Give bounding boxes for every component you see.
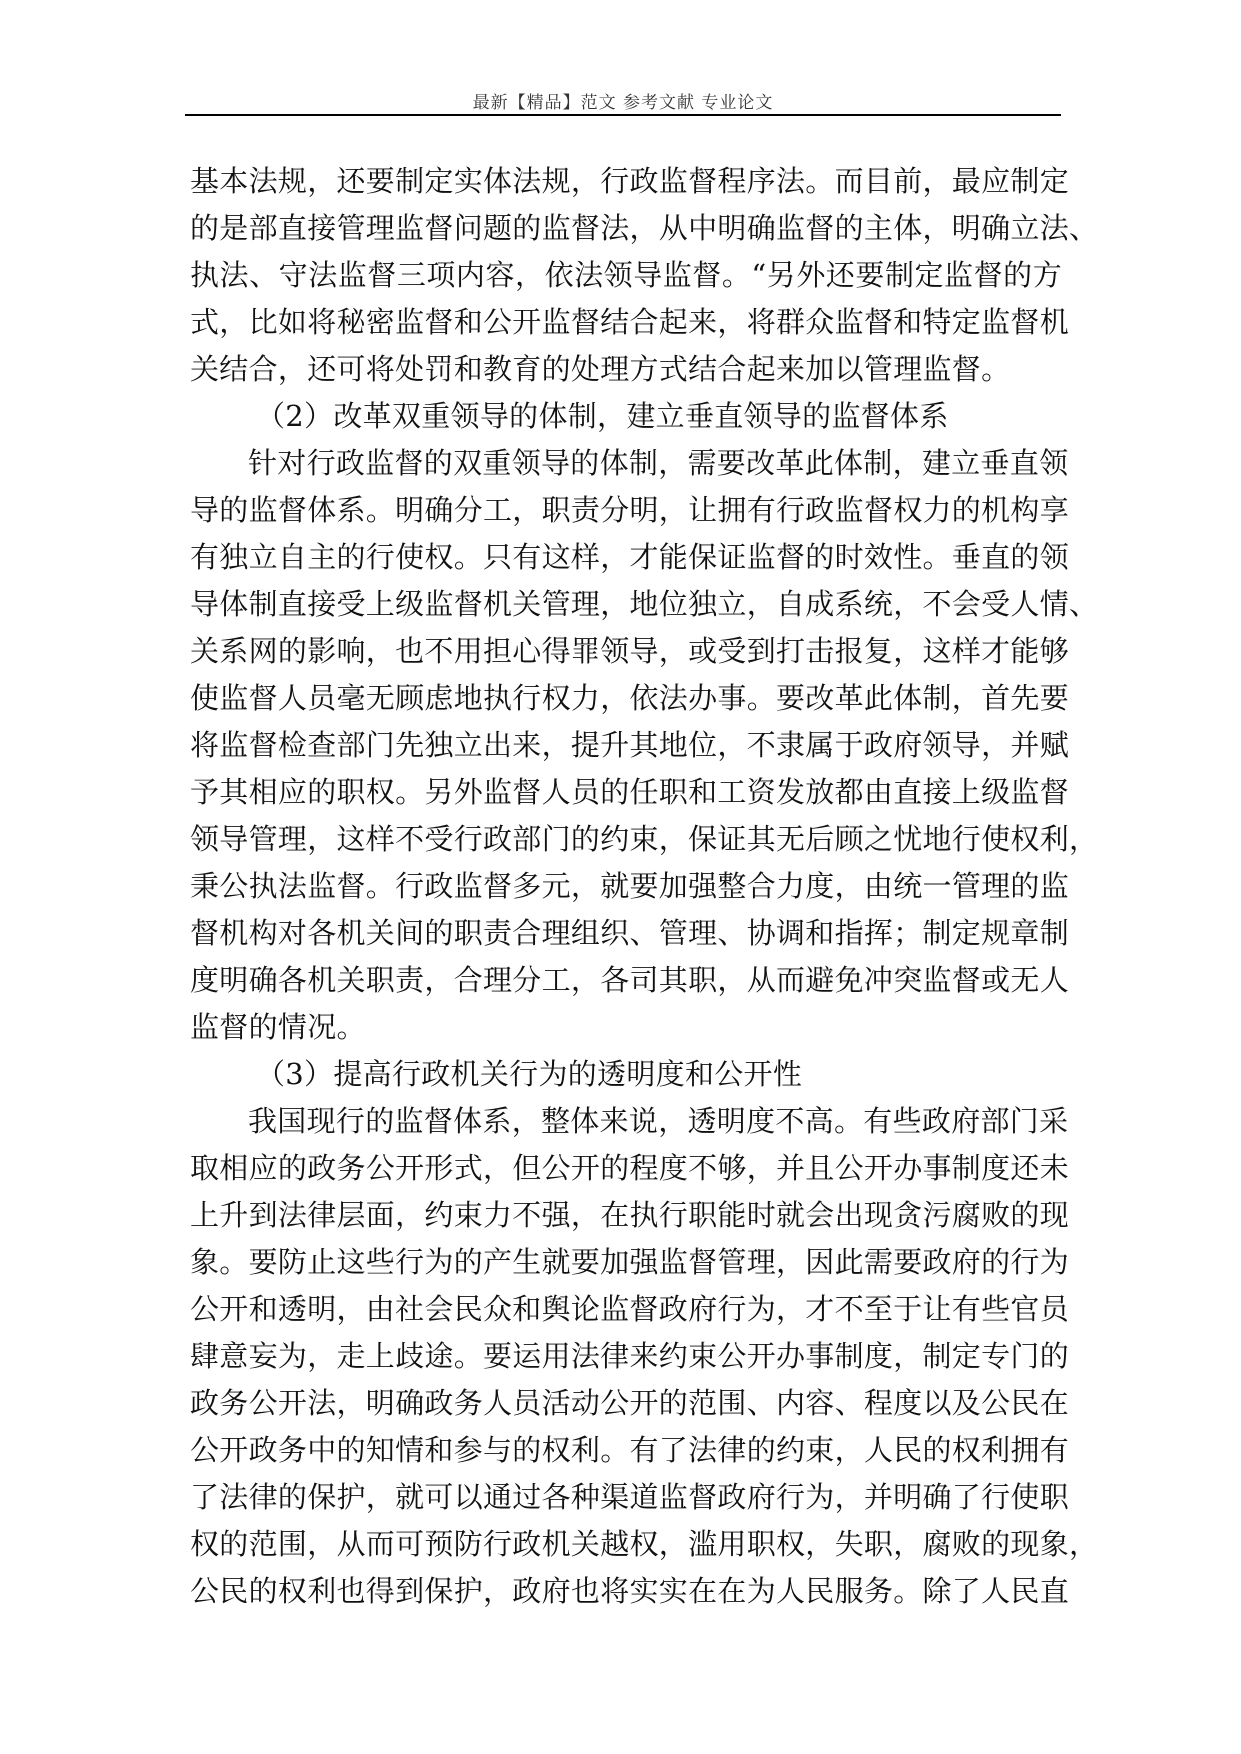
- body-text-line: 了法律的保护，就可以通过各种渠道监督政府行为，并明确了行使职: [190, 1480, 1070, 1514]
- body-text-line: 导的监督体系。明确分工，职责分明，让拥有行政监督权力的机构享: [190, 493, 1070, 527]
- body-text-line: 导体制直接受上级监督机关管理，地位独立，自成系统，不会受人情、: [190, 587, 1099, 621]
- body-text-line: 基本法规，还要制定实体法规，行政监督程序法。而目前，最应制定: [190, 164, 1070, 198]
- body-text-line: 将监督检查部门先独立出来，提升其地位，不隶属于政府领导，并赋: [190, 728, 1070, 762]
- body-text-line: 式，比如将秘密监督和公开监督结合起来，将群众监督和特定监督机: [190, 305, 1070, 339]
- body-text-line: 肆意妄为，走上歧途。要运用法律来约束公开办事制度，制定专门的: [190, 1339, 1070, 1373]
- body-text-line: 取相应的政务公开形式，但公开的程度不够，并且公开办事制度还未: [190, 1151, 1070, 1185]
- body-text-line: 公民的权利也得到保护，政府也将实实在在为人民服务。除了人民直: [190, 1574, 1070, 1608]
- section-heading: （3）提高行政机关行为的透明度和公开性: [256, 1057, 803, 1091]
- body-text-line: 公开和透明，由社会民众和舆论监督政府行为，才不至于让有些官员: [190, 1292, 1070, 1326]
- body-text-line: 秉公执法监督。行政监督多元，就要加强整合力度，由统一管理的监: [190, 869, 1070, 903]
- body-text-line: 关系网的影响，也不用担心得罪领导，或受到打击报复，这样才能够: [190, 634, 1070, 668]
- body-text-line: 公开政务中的知情和参与的权利。有了法律的约束，人民的权利拥有: [190, 1433, 1070, 1467]
- body-text-line: 度明确各机关职责，合理分工，各司其职，从而避免冲突监督或无人: [190, 963, 1070, 997]
- body-text-line: 象。要防止这些行为的产生就要加强监督管理，因此需要政府的行为: [190, 1245, 1070, 1279]
- body-text-line: 有独立自主的行使权。只有这样，才能保证监督的时效性。垂直的领: [190, 540, 1070, 574]
- body-text-line: 的是部直接管理监督问题的监督法，从中明确监督的主体，明确立法、: [190, 211, 1099, 245]
- body-text-line: 使监督人员毫无顾虑地执行权力，依法办事。要改革此体制，首先要: [190, 681, 1070, 715]
- section-heading: （2）改革双重领导的体制，建立垂直领导的监督体系: [256, 399, 949, 433]
- page-header: 最新【精品】范文 参考文献 专业论文: [472, 93, 774, 113]
- body-text-line: 执法、守法监督三项内容，依法领导监督。“另外还要制定监督的方: [190, 258, 1062, 292]
- header-divider: [185, 114, 1061, 116]
- body-text-line: 领导管理，这样不受行政部门的约束，保证其无后顾之忧地行使权利，: [190, 822, 1099, 856]
- body-text-line: 关结合，还可将处罚和教育的处理方式结合起来加以管理监督。: [190, 352, 1011, 386]
- body-text-line: 上升到法律层面，约束力不强，在执行职能时就会出现贪污腐败的现: [190, 1198, 1070, 1232]
- body-text-line: 政务公开法，明确政务人员活动公开的范围、内容、程度以及公民在: [190, 1386, 1070, 1420]
- body-text-line: 我国现行的监督体系，整体来说，透明度不高。有些政府部门采: [248, 1104, 1069, 1138]
- body-text-line: 监督的情况。: [190, 1010, 366, 1044]
- body-text-line: 予其相应的职权。另外监督人员的任职和工资发放都由直接上级监督: [190, 775, 1070, 809]
- body-text-line: 权的范围，从而可预防行政机关越权，滥用职权，失职，腐败的现象，: [190, 1527, 1099, 1561]
- body-text-line: 针对行政监督的双重领导的体制，需要改革此体制，建立垂直领: [248, 446, 1069, 480]
- body-text-line: 督机构对各机关间的职责合理组织、管理、协调和指挥；制定规章制: [190, 916, 1070, 950]
- document-body: [190, 158, 1099, 1615]
